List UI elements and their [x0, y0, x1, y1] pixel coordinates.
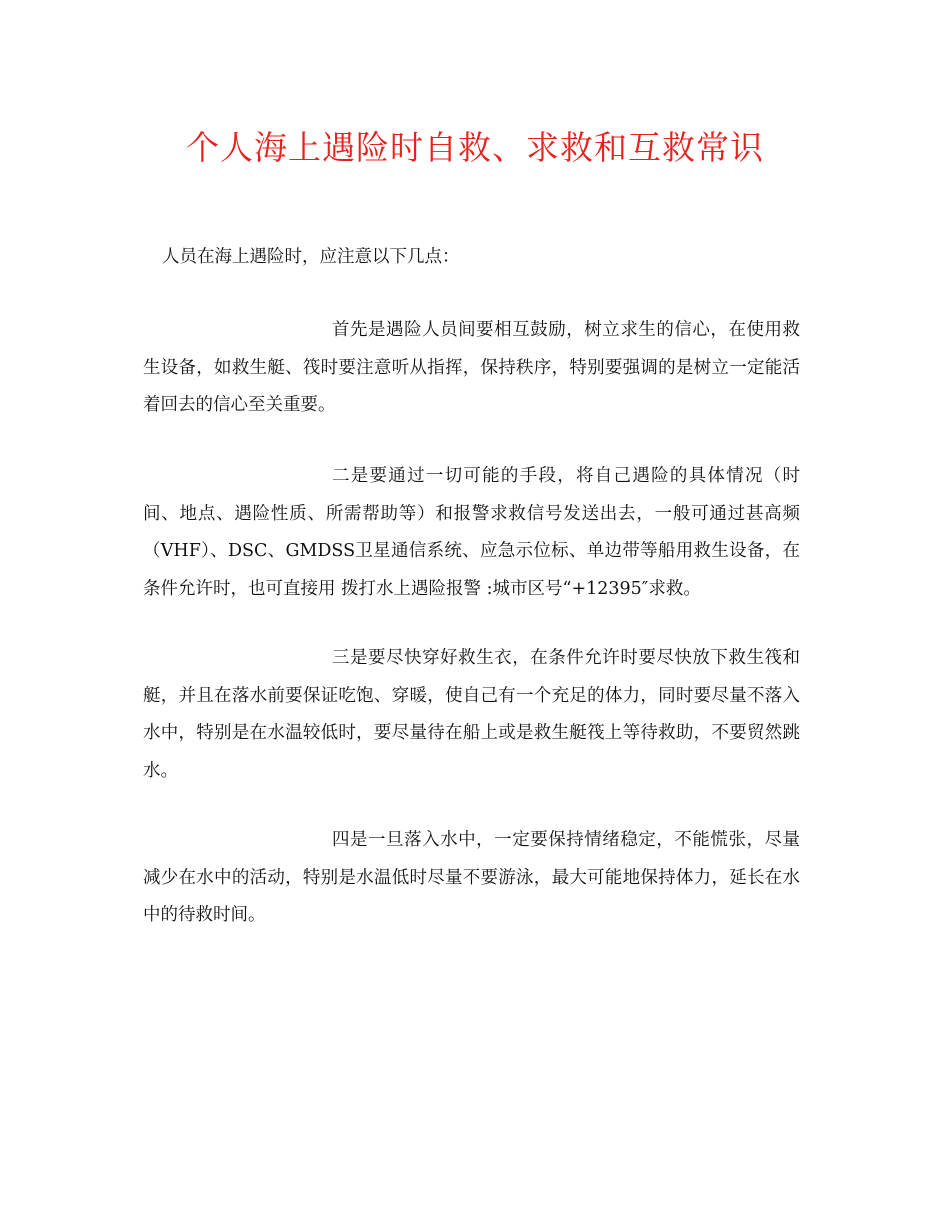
paragraph-first: 首先是遇险人员间要相互鼓励，树立求生的信心，在使用救生设备，如救生艇、筏时要注意听从指挥，保持秩序，特别要强调的是树立一定能活着回去的信心至关重要。	[143, 320, 800, 415]
paragraph-fourth: 四是一旦落入水中，一定要保持情绪稳定，不能慌张，尽量减少在水中的活动，特别是水温低时尽量不要游泳，最大可能地保持体力，延长在水中的待救时间。	[143, 830, 800, 925]
intro-paragraph: 人员在海上遇险时，应注意以下几点：	[162, 247, 460, 267]
paragraph-third: 三是要尽快穿好救生衣，在条件允许时要尽快放下救生筏和艇，并且在落水前要保证吃饱、穿暖，使自己有一个充足的体力，同时要尽量不落入水中，特别是在水温较低时，要尽量待在船上或是救生艇筏上等待救助，不要贸然跳水。	[143, 648, 800, 781]
document-title: 个人海上遇险时自救、求救和互救常识	[186, 128, 764, 167]
paragraph-second: 二是要通过一切可能的手段，将自己遇险的具体情况（时间、地点、遇险性质、所需帮助等）和报警求救信号发送出去，一般可通过甚高频 （VHF）、DSC、GMDSS卫星通信系统、应急示位标、单边带等船用救生设备，在条件允许时，也可直接用 拨打水上遇险报警 :城市区号“+12395″求救。	[143, 466, 800, 599]
